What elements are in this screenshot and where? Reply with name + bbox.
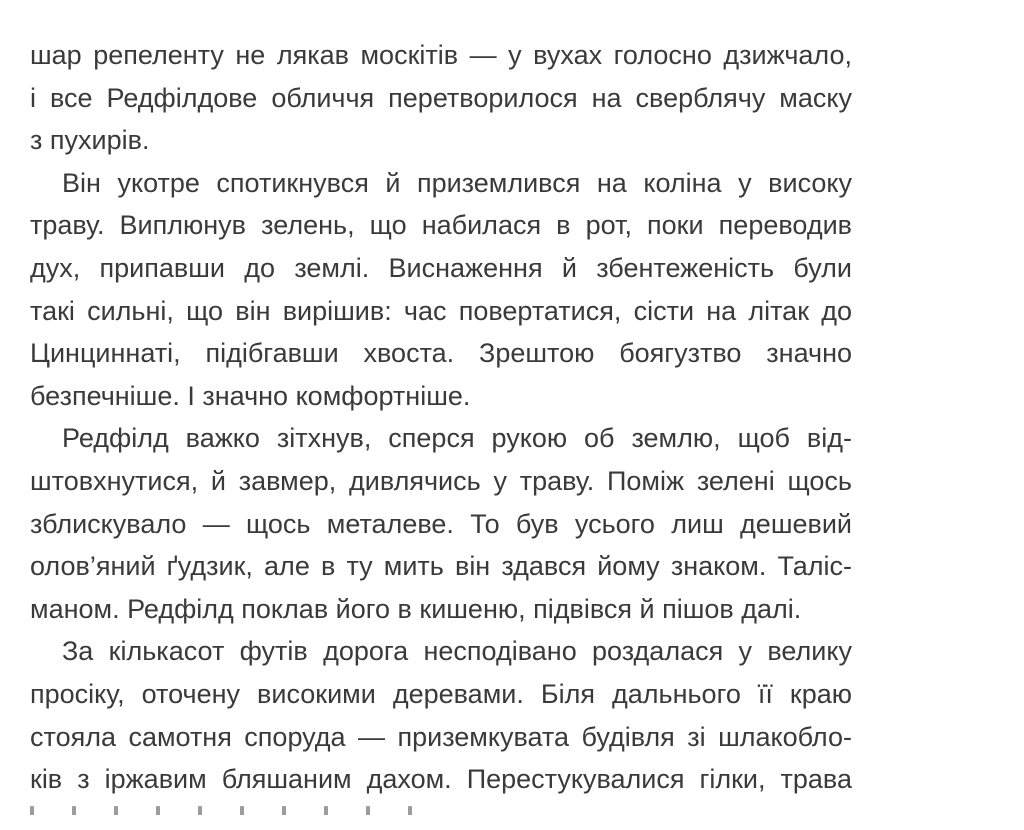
cropped-text-line — [30, 803, 460, 815]
text-line: Цинциннаті, підібгавши хвоста. Зрештою боягузтво значно — [30, 338, 852, 369]
text-line: такі сильні, що він вирішив: час повертатися, сісти на літак до — [30, 295, 852, 326]
text-line: з пухирів. — [30, 125, 150, 156]
text-line: стояла самотня споруда — приземкувата будівля зі шлакобло- — [30, 721, 852, 752]
text-line: ків з іржавим бляшаним дахом. Перестукувалися гілки, трава — [30, 764, 852, 795]
text-line: За кількасот футів дорога несподівано роздалася у велику — [62, 636, 852, 667]
text-line: траву. Виплюнув зелень, що набилася в рот, поки переводив — [30, 210, 852, 241]
text-line: олов’яний ґудзик, але в ту мить він здався йому знаком. Таліс- — [30, 551, 852, 582]
book-page — [30, 34, 852, 801]
text-line: Редфілд важко зітхнув, сперся рукою об землю, щоб від- — [62, 423, 852, 454]
text-line: і все Редфілдове обличчя перетворилося на сверблячу маску — [30, 82, 852, 113]
text-line: штовхнутися, й завмер, дивлячись у траву. Поміж зелені щось — [30, 465, 852, 496]
text-line: маном. Редфілд поклав його в кишеню, підвівся й пішов далі. — [30, 593, 802, 624]
text-line: просіку, оточену високими деревами. Біля дальнього її краю — [30, 678, 852, 709]
text-line: дух, припавши до землі. Виснаження й збентеженість були — [30, 252, 852, 283]
text-line: безпечніше. І значно комфортніше. — [30, 380, 471, 411]
text-line: Він укотре спотикнувся й приземлився на коліна у високу — [62, 167, 852, 198]
text-line: зблискувало — щось металеве. То був усього лиш дешевий — [30, 508, 852, 539]
text-line: шар репеленту не лякав москітів — у вухах голосно дзижчало, — [30, 40, 852, 70]
